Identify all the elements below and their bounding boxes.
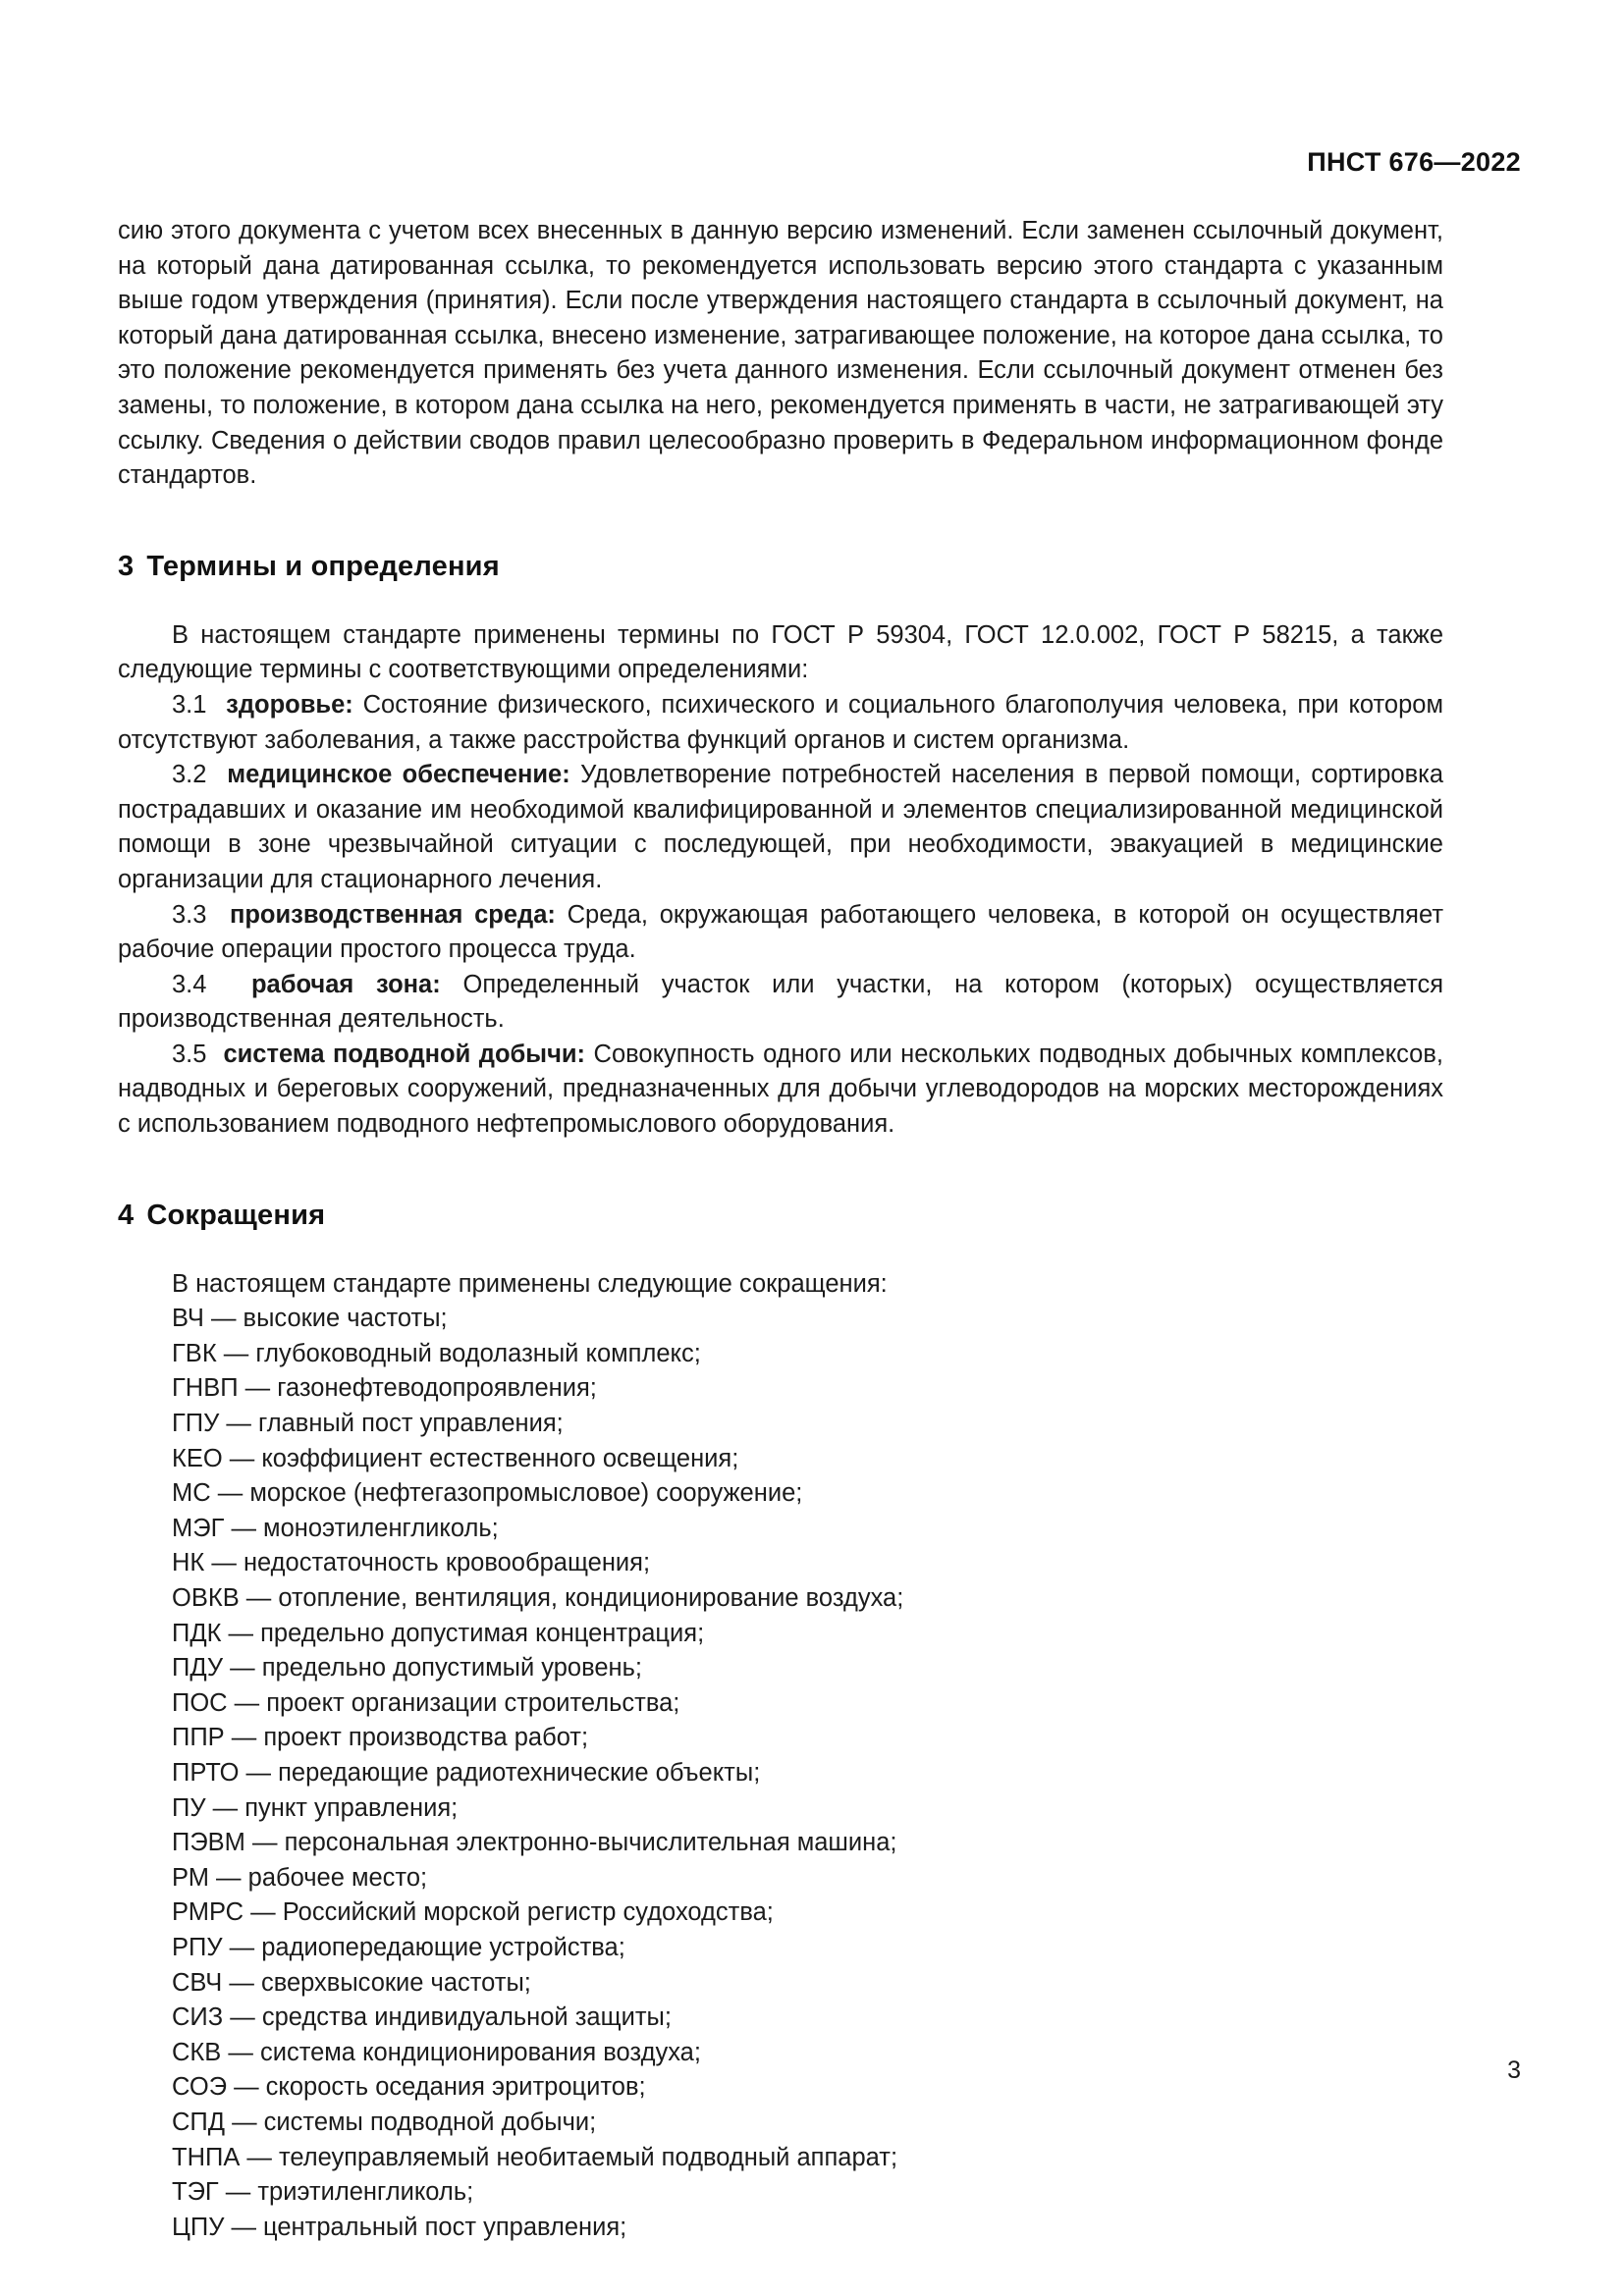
term-definition: Состояние физического, психического и социального благополучия человека, при котором отсутствуют заболевания, а также расстройства функций органов и систем организма. (118, 690, 1443, 754)
abbreviation-item: РМРС — Российский морской регистр судоходства; (172, 1898, 774, 1927)
abbreviation-item: МЭГ — моноэтиленгликоль; (172, 1514, 499, 1542)
abbreviation-item: СВЧ — сверхвысокие частоты; (172, 1968, 531, 1997)
section-heading-abbreviations (118, 1200, 1443, 1232)
page-content (118, 214, 1443, 2245)
abbreviations-intro: В настоящем стандарте применены следующие сокращения: (172, 1269, 888, 1298)
abbreviation-item: ПДУ — предельно допустимый уровень; (172, 1654, 643, 1682)
term-label: здоровье: (226, 690, 353, 719)
standard-identifier: ПНСТ 676—2022 (1307, 147, 1521, 177)
abbreviation-item: МС — морское (нефтегазопромысловое) сооружение; (172, 1479, 803, 1508)
term-definition: Совокупность одного или нескольких подводных добычных комплексов, надводных и береговых сооружений, предназначенных для добычи углеводородов на морских месторождениях с использованием подводного нефтепромыслового оборудования. (118, 1040, 1443, 1139)
term-label: производственная среда: (229, 900, 556, 929)
running-header (118, 147, 1521, 181)
section-number-abbreviations: 4 (118, 1199, 135, 1231)
term-number: 3.5 (172, 1040, 207, 1068)
abbreviation-item: ГНВП — газонефтеводопроявления; (172, 1374, 597, 1403)
term-number: 3.2 (172, 761, 207, 789)
abbreviation-item: ПЭВМ — персональная электронно-вычислительная машина; (172, 1829, 897, 1857)
abbreviation-item: СОЭ — скорость оседания эритроцитов; (172, 2073, 646, 2102)
section-heading-terms (118, 551, 1443, 583)
page-number: 3 (1507, 2056, 1521, 2084)
abbreviation-item: ГПУ — главный пост управления; (172, 1410, 564, 1438)
intro-paragraph: сию этого документа с учетом всех внесенных в данную версию изменений. Если заменен ссылочный документ, на который дана датированная ссылка, то рекомендуется использовать версию этого стандарта с указанным выше годом утверждения (принятия). Если после утверждения настоящего стандарта в ссылочный документ, на который дана датированная ссылка, внесено изменение, затрагивающее положение, на которое дана ссылка, то это положение рекомендуется применять без учета данного изменения. Если ссылочный документ отменен без замены, то положение, в котором дана ссылка на него, рекомендуется применять в части, не затрагивающей эту ссылку. Сведения о действии сводов правил целесообразно проверить в Федеральном информационном фонде стандартов. (118, 217, 1443, 490)
term-number: 3.3 (172, 900, 207, 929)
term-label: система подводной добычи: (223, 1040, 586, 1068)
section-title-abbreviations: Сокращения (146, 1199, 326, 1231)
term-entry (118, 758, 1443, 897)
abbreviation-item: ТНПА — телеуправляемый необитаемый подводный аппарат; (172, 2143, 898, 2171)
abbreviation-item: ПРТО — передающие радиотехнические объекты; (172, 1758, 761, 1787)
term-number: 3.4 (172, 970, 207, 998)
abbreviation-item: СПД — системы подводной добычи; (172, 2108, 597, 2136)
term-label: рабочая зона: (250, 970, 441, 998)
abbreviation-item: РПУ — радиопередающие устройства; (172, 1933, 625, 1961)
abbreviations-list (118, 1302, 1443, 2245)
term-entry (118, 1038, 1443, 1143)
term-definition: Определенный участок или участки, на котором (которых) осуществляется производственная деятельность. (118, 970, 1444, 1034)
term-entry (118, 898, 1443, 968)
section-title-terms: Термины и определения (146, 550, 500, 582)
term-label: медицинское обеспечение: (227, 761, 570, 789)
abbreviation-item: ГВК — глубоководный водолазный комплекс; (172, 1339, 701, 1367)
abbreviation-item: СИЗ — средства индивидуальной защиты; (172, 2003, 672, 2032)
abbreviation-item: СКВ — система кондиционирования воздуха; (172, 2038, 701, 2066)
abbreviation-item: ПДК — предельно допустимая концентрация; (172, 1619, 705, 1647)
abbreviation-item: РМ — рабочее место; (172, 1863, 428, 1892)
terms-intro-paragraph: В настоящем стандарте применены термины по ГОСТ Р 59304, ГОСТ 12.0.002, ГОСТ Р 58215, а также следующие термины с соответствующими определениями: (118, 620, 1443, 684)
abbreviation-item: ППР — проект производства работ; (172, 1724, 589, 1752)
abbreviation-item: ВЧ — высокие частоты; (172, 1305, 448, 1333)
abbreviation-item: ПУ — пункт управления; (172, 1793, 459, 1822)
term-definition: Удовлетворение потребностей населения в первой помощи, сортировка пострадавших и оказание им необходимой квалифицированной и элементов специализированной медицинской помощи в зоне чрезвычайной ситуации с последующей, при необходимости, эвакуацией в медицинские организации для стационарного лечения. (118, 761, 1444, 893)
term-entry (118, 688, 1443, 758)
abbreviation-item: КЕО — коэффициент естественного освещения; (172, 1444, 739, 1472)
term-entry (118, 968, 1443, 1038)
term-definition: Среда, окружающая работающего человека, в которой он осуществляет рабочие операции простого процесса труда. (118, 900, 1443, 964)
term-number: 3.1 (172, 690, 207, 719)
abbreviation-item: ОВКВ — отопление, вентиляция, кондиционирование воздуха; (172, 1584, 904, 1612)
section-number-terms: 3 (118, 550, 135, 582)
abbreviation-item: ТЭГ — триэтиленгликоль; (172, 2178, 474, 2207)
abbreviation-item: ЦПУ — центральный пост управления; (172, 2213, 627, 2241)
abbreviation-item: НК — недостаточность кровообращения; (172, 1549, 651, 1577)
abbreviation-item: ПОС — проект организации строительства; (172, 1688, 680, 1717)
